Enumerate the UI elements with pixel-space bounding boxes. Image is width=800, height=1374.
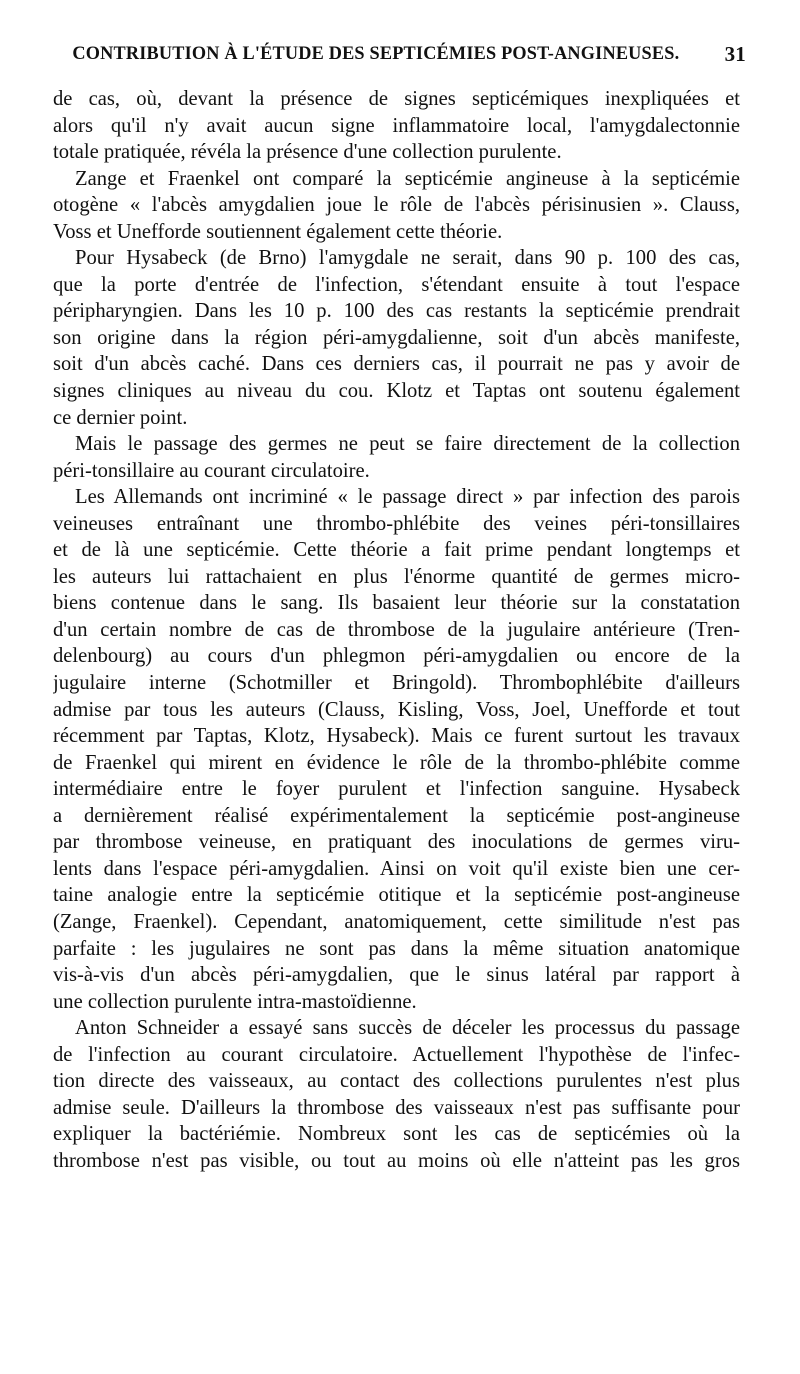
text-line: jugulaire interne (Schotmiller et Bringold). Thrombophlébite d'ailleurs	[53, 672, 740, 695]
text-line: otogène « l'abcès amygdalien joue le rôle de l'abcès périsinusien ». Clauss,	[53, 194, 740, 217]
text-line: et de là une septicémie. Cette théorie a fait prime pendant longtemps et	[53, 539, 740, 562]
text-line: totale pratiquée, révéla la présence d'une collection purulente.	[53, 141, 562, 164]
running-title: CONTRIBUTION À L'ÉTUDE DES SEPTICÉMIES POST-ANGINEUSES.	[72, 43, 680, 64]
text-line: d'un certain nombre de cas de thrombose de la jugulaire antérieure (Tren-	[53, 618, 740, 641]
text-line: expliquer la bactériémie. Nombreux sont les cas de septicémies où la	[53, 1123, 740, 1146]
text-line: Zange et Fraenkel ont comparé la septicémie angineuse à la septicémie	[75, 167, 740, 190]
text-line: intermédiaire entre le foyer purulent et l'infection sanguine. Hysabeck	[53, 778, 740, 801]
text-line: biens contenue dans le sang. Ils basaient leur théorie sur la constatation	[53, 592, 740, 615]
text-line: son origine dans la région péri-amygdalienne, soit d'un abcès manifeste,	[53, 326, 740, 349]
text-line: Mais le passage des germes ne peut se faire directement de la collection	[75, 433, 740, 456]
text-line: thrombose n'est pas visible, ou tout au moins où elle n'atteint pas les gros	[53, 1149, 740, 1172]
text-line: de Fraenkel qui mirent en évidence le rôle de la thrombo-phlébite comme	[53, 751, 740, 774]
text-line: Voss et Unefforde soutiennent également cette théorie.	[53, 220, 503, 243]
text-line: Pour Hysabeck (de Brno) l'amygdale ne serait, dans 90 p. 100 des cas,	[75, 247, 740, 270]
text-line: vis-à-vis d'un abcès péri-amygdalien, que le sinus latéral par rapport à	[53, 964, 740, 987]
text-line: delenbourg) au cours d'un phlegmon péri-amygdalien ou encore de la	[53, 645, 740, 668]
page-number: 31	[724, 41, 746, 66]
text-line: taine analogie entre la septicémie otitique et la septicémie post-angineuse	[53, 884, 740, 907]
text-line: signes cliniques au niveau du cou. Klotz et Taptas ont soutenu également	[53, 380, 740, 403]
text-line: (Zange, Fraenkel). Cependant, anatomiquement, cette similitude n'est pas	[53, 910, 740, 933]
text-line: lents dans l'espace péri-amygdalien. Ainsi on voit qu'il existe bien une cer-	[53, 857, 740, 880]
text-line: Les Allemands ont incriminé « le passage direct » par infection des parois	[75, 486, 740, 509]
text-line: admise par tous les auteurs (Clauss, Kisling, Voss, Joel, Unefforde et tout	[53, 698, 740, 721]
running-header	[54, 38, 746, 70]
text-line: les auteurs lui rattachaient en plus l'énorme quantité de germes micro-	[53, 565, 740, 588]
text-line: Anton Schneider a essayé sans succès de déceler les processus du passage	[75, 1017, 740, 1040]
text-line: parfaite : les jugulaires ne sont pas dans la même situation anatomique	[53, 937, 740, 960]
text-line: tion directe des vaisseaux, au contact des collections purulentes n'est plus	[53, 1070, 740, 1093]
text-line: alors qu'il n'y avait aucun signe inflammatoire local, l'amygdalectonnie	[53, 114, 740, 137]
text-line: péripharyngien. Dans les 10 p. 100 des cas restants la septicémie prendrait	[53, 300, 740, 323]
text-line: par thrombose veineuse, en pratiquant des inoculations de germes viru-	[53, 831, 740, 854]
text-line: de cas, où, devant la présence de signes septicémiques inexpliquées et	[53, 88, 740, 110]
text-line: une collection purulente intra-mastoïdienne.	[53, 990, 417, 1013]
text-line: soit d'un abcès caché. Dans ces derniers cas, il pourrait ne pas y avoir de	[53, 353, 740, 376]
text-line: que la porte d'entrée de l'infection, s'étendant ensuite à tout l'espace	[53, 273, 740, 296]
text-line: de l'infection au courant circulatoire. Actuellement l'hypothèse de l'infec-	[53, 1043, 740, 1066]
text-line: récemment par Taptas, Klotz, Hysabeck). Mais ce furent surtout les travaux	[53, 725, 740, 748]
text-line: ce dernier point.	[53, 406, 188, 429]
text-line: a dernièrement réalisé expérimentalement la septicémie post-angineuse	[53, 804, 740, 827]
text-line: veineuses entraînant une thrombo-phlébite des veines péri-tonsillaires	[53, 512, 740, 535]
body-text	[53, 86, 740, 1174]
text-line: péri-tonsillaire au courant circulatoire.	[53, 459, 370, 482]
text-line: admise seule. D'ailleurs la thrombose des vaisseaux n'est pas suffisante pour	[53, 1096, 740, 1119]
